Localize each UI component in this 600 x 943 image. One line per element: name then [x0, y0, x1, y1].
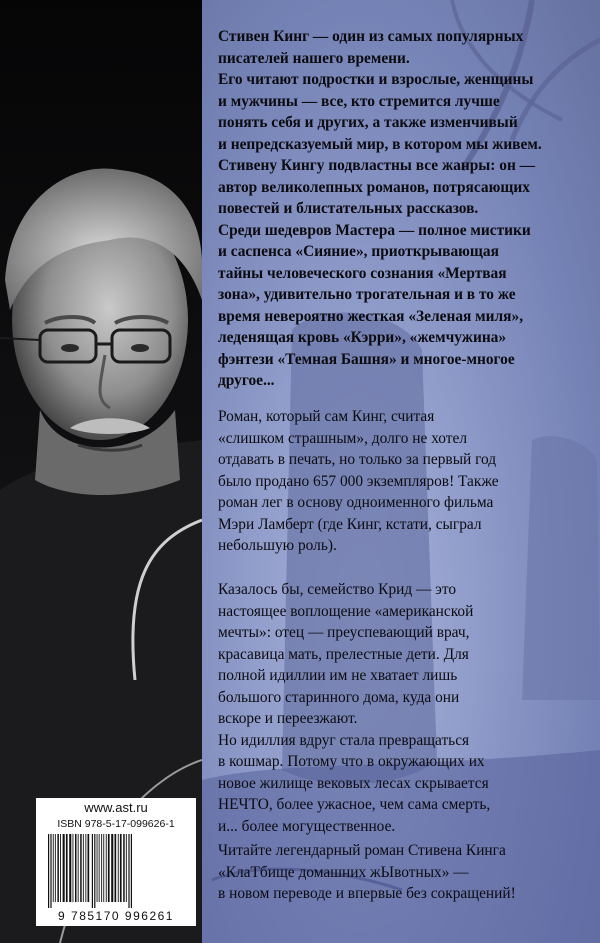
plot-line: НЕЧТО, более ужасное, чем сама смерть, [218, 796, 491, 813]
history-line: «слишком страшным», долго не хотел [218, 429, 468, 447]
intro-line: Стивен Кинг — один из самых популярных [218, 28, 524, 45]
barcode-bar [60, 834, 61, 902]
barcode-bar [66, 834, 68, 902]
plot-line: и... более могущественное. [218, 817, 396, 835]
barcode-bar [83, 834, 84, 902]
barcode-bar [103, 834, 104, 902]
intro-line: Его читают подростки и взрослые, женщины [218, 71, 534, 88]
intro-line: время невероятно жесткая «Зеленая миля», [218, 307, 524, 325]
plot-line: полной идиллии им не хватает лишь [218, 667, 458, 684]
barcode-bar [57, 834, 59, 902]
plot-line: Казалось бы, семейство Крид — это [218, 581, 457, 598]
barcode-bar [55, 834, 56, 902]
cta-line: в новом переводе и впервые без сокращений! [218, 885, 516, 902]
cta-line: «КлаТбище домашних жЫвотных» — [218, 863, 469, 881]
isbn-number: ISBN 978-5-17-099626-1 [57, 818, 175, 830]
barcode-bar [123, 834, 125, 902]
history-line: отдавать в печать, но только за первый год [218, 451, 497, 468]
publisher-url: www.ast.ru [84, 800, 148, 815]
barcode-bar [101, 834, 102, 902]
plot-line: вскоре и переезжают. [218, 710, 358, 727]
barcode-bar [92, 834, 93, 908]
plot-line: мечты»: отец — преуспевающий врач, [218, 624, 470, 641]
intro-line: и мужчины — все, кто стремится лучше [218, 92, 500, 110]
novel-history-paragraph [218, 406, 588, 557]
barcode-bar [111, 834, 113, 902]
barcode-label [36, 798, 196, 926]
barcode-bar [128, 834, 129, 908]
intro-line: понять себя и других, а также изменчивый [218, 114, 518, 131]
barcode-digits: 9 785170 996261 [58, 909, 174, 923]
intro-line: автор великолепных романов, потрясающих [218, 178, 530, 196]
intro-line: тайны человеческого сознания «Мертвая [218, 264, 507, 282]
barcode-bar [85, 834, 86, 902]
intro-line: другое... [218, 372, 275, 389]
barcode-bar [63, 834, 65, 902]
history-line: Роман, который сам Кинг, считая [218, 408, 435, 425]
barcode-bar [115, 834, 117, 902]
intro-line: зона», удивительно трогательная и в то же [218, 286, 516, 303]
barcode-bar [97, 834, 98, 902]
history-line: небольшую роль). [218, 537, 337, 554]
barcode-bar [50, 834, 51, 908]
plot-line: красавица мать, прелестные дети. Для [218, 645, 469, 663]
plot-line: в кошмар. Потому что в окружающих их [218, 753, 485, 770]
plot-line: Но идиллия вдруг стала превращаться [218, 731, 470, 749]
intro-line: повестей и блистательных рассказов. [218, 200, 479, 217]
cta-line: Читайте легендарный роман Стивена Кинга [218, 842, 506, 859]
barcode-bar [80, 834, 82, 902]
author-intro-paragraph [218, 26, 588, 392]
barcode-bar [120, 834, 122, 902]
history-line: было продано 657 000 экземпляров! Также [218, 472, 499, 490]
barcode-bar [73, 834, 74, 902]
call-to-action-paragraph [218, 840, 588, 905]
history-line: Мэри Ламберт (где Кинг, кстати, сыграл [218, 515, 482, 533]
barcode-bar [118, 834, 119, 902]
barcode-bars [48, 834, 184, 908]
plot-line: настоящее воплощение «американской [218, 602, 474, 620]
barcode-bar [53, 834, 54, 902]
plot-line: большого старинного дома, куда они [218, 688, 460, 706]
barcode-bar [75, 834, 77, 902]
barcode-bar [48, 834, 49, 908]
intro-line: и непредсказуемый мир, в котором мы живем. [218, 135, 542, 153]
barcode-bar [108, 834, 110, 902]
intro-line: Стивену Кингу подвластны все жанры: он — [218, 157, 536, 174]
barcode-bar [69, 834, 71, 902]
intro-line: леденящая кровь «Кэрри», «жемчужина» [218, 329, 507, 346]
history-line: роман лег в основу одноименного фильма [218, 494, 494, 511]
plot-summary-paragraph [218, 579, 588, 837]
intro-line: писателей нашего времени. [218, 49, 410, 67]
intro-line: и саспенса «Сияние», приоткрывающая [218, 243, 499, 260]
intro-line: фэнтези «Темная Башня» и многое-многое [218, 350, 515, 368]
barcode-bar [78, 834, 79, 902]
barcode-bar [94, 834, 95, 908]
barcode-bar [131, 834, 132, 908]
plot-line: новое жилище вековых лесах скрывается [218, 774, 489, 792]
barcode-bar [99, 834, 100, 902]
intro-line: Среди шедевров Мастера — полное мистики [218, 221, 531, 239]
barcode-bar [126, 834, 127, 902]
barcode-bar [106, 834, 107, 902]
barcode-bar [88, 834, 90, 902]
